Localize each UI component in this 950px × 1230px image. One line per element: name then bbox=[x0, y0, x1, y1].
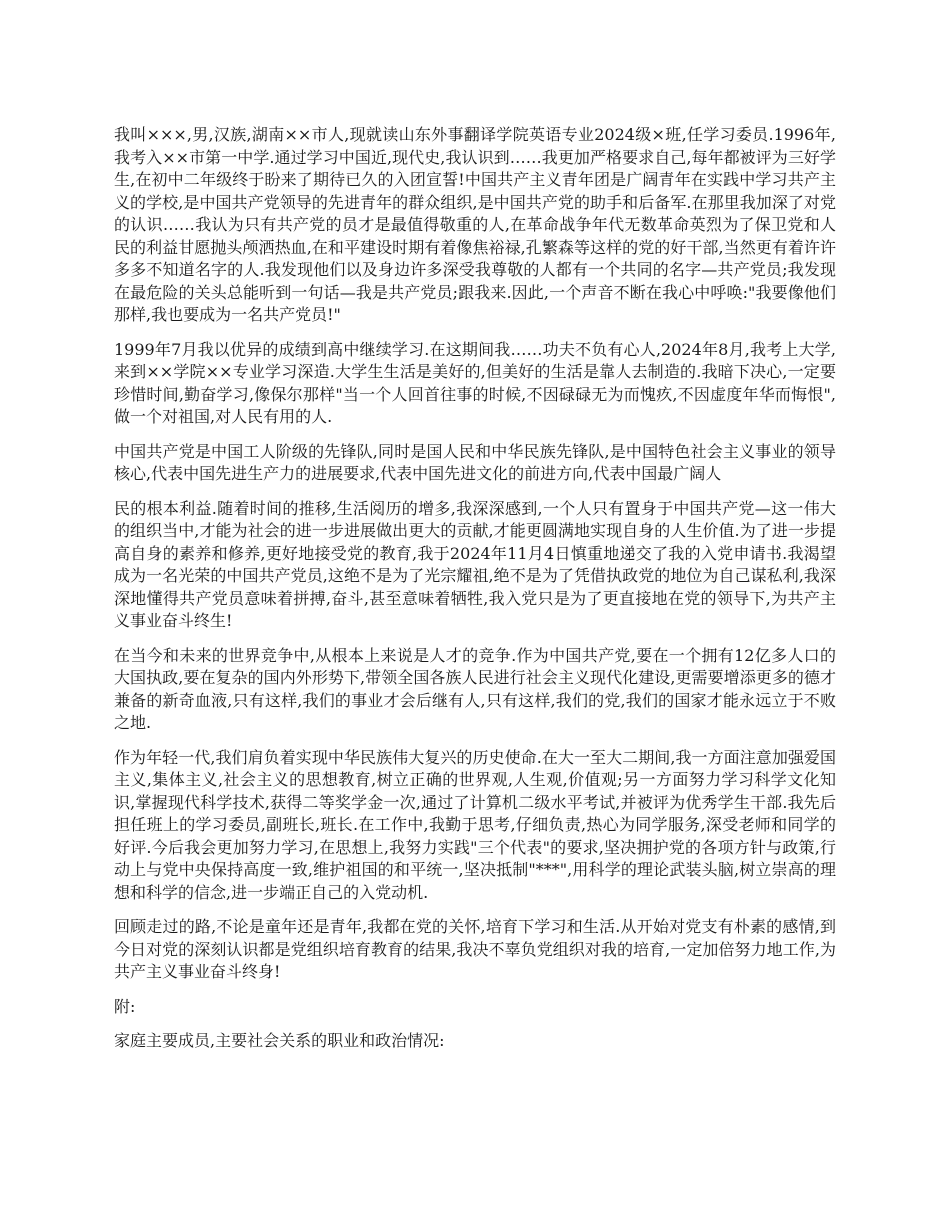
paragraph-review: 回顾走过的路,不论是童年还是青年,我都在党的关怀,培育下学习和生活.从开始对党支有朴素的感情,到今日对党的深刻认识都是党组织培育教育的结果,我决不辜负党组织对我的培育,一定加倍努力地工作,为共产主义事业奋斗终身! bbox=[114, 917, 836, 981]
paragraph-party-definition: 中国共产党是中国工人阶级的先锋队,同时是国人民和中华民族先锋队,是中国特色社会主义事业的领导核心,代表中国先进生产力的进展要求,代表中国先进文化的前进方向,代表中国最广阔人 bbox=[114, 441, 836, 483]
paragraph-talent-competition: 在当今和未来的世界竞争中,从根本上来说是人才的竞争.作为中国共产党,要在一个拥有12亿多人口的大国执政,要在复杂的国内外形势下,带领全国各族人民进行社会主义现代化建设,更需要增添更多的德才兼备的新奇血液,只有这样,我们的事业才会后继有人,只有这样,我们的党,我们的国家才能永远立于不败之地. bbox=[114, 645, 836, 732]
document-body bbox=[114, 124, 836, 1065]
paragraph-intro: 我叫×××,男,汉族,湖南××市人,现就读山东外事翻译学院英语专业2024级×班,任学习委员.1996年,我考入××市第一中学.通过学习中国近,现代史,我认识到……我更加严格要求自己,每年都被评为三好学生,在初中二年级终于盼来了期待已久的入团宣誓!中国共产主义青年团是广阔青年在实践中学习共产主义的学校,是中国共产党领导的先进青年的群众组织,是中国共产党的助手和后备军.在那里我加深了对党的认识……我认为只有共产党的员才是最值得敬重的人,在革命战争年代无数革命英烈为了保卫党和人民的利益甘愿抛头颅洒热血,在和平建设时期有着像焦裕禄,孔繁森等这样的党的好干部,当然更有着许许多多不知道名字的人.我发现他们以及身边许多深受我尊敬的人都有一个共同的名字—共产党员;我发现在最危险的关头总能听到一句话—我是共产党员;跟我来.因此,一个声音不断在我心中呼唤:"我要像他们那样,我也要成为一名共产党员!" bbox=[114, 125, 836, 324]
paragraph-family-members: 家庭主要成员,主要社会关系的职业和政治情况: bbox=[114, 1031, 445, 1050]
paragraph-appendix-label: 附: bbox=[114, 996, 136, 1016]
paragraph-high-school: 1999年7月我以优异的成绩到高中继续学习.在这期间我……功夫不负有心人,2024年8月,我考上大学,来到××学院××专业学习深造.大学生生活是美好的,但美好的生活是靠人去制造的.我暗下决心,一定要珍惜时间,勤奋学习,像保尔那样"当一个人回首往事的时候,不因碌碌无为而愧疚,不因虚度年华而悔恨",做一个对祖国,对人民有用的人. bbox=[114, 339, 836, 426]
paragraph-young-generation: 作为年轻一代,我们肩负着实现中华民族伟大复兴的历史使命.在大一至大二期间,我一方面注意加强爱国主义,集体主义,社会主义的思想教育,树立正确的世界观,人生观,价值观;另一方面努力学习科学文化知识,掌握现代科学技术,获得二等奖学金一次,通过了计算机二级水平考试,并被评为优秀学生干部.我先后担任班上的学习委员,副班长,班长.在工作中,我勤于思考,仔细负责,热心为同学服务,深受老师和同学的好评.今后我会更加努力学习,在思想上,我努力实践"三个代表"的要求,坚决拥护党的各项方针与政策,行动上与党中央保持高度一致,维护祖国的和平统一,坚决抵制"***",用科学的理论武装头脑,树立崇高的理想和科学的信念,进一步端正自己的入党动机. bbox=[114, 747, 836, 902]
paragraph-application: 民的根本利益.随着时间的推移,生活阅历的增多,我深深感到,一个人只有置身于中国共产党—这一伟大的组织当中,才能为社会的进一步进展做出更大的贡献,才能更圆满地实现自身的人生价值.为了进一步提高自身的素养和修养,更好地接受党的教育,我于2024年11月4日慎重地递交了我的入党申请书.我渴望成为一名光荣的中国共产党员,这绝不是为了光宗耀祖,绝不是为了凭借执政党的地位为自己谋私利,我深深地懂得共产党员意味着拼搏,奋斗,甚至意味着牺牲,我入党只是为了更直接地在党的领导下,为共产主义事业奋斗终生! bbox=[114, 498, 836, 630]
